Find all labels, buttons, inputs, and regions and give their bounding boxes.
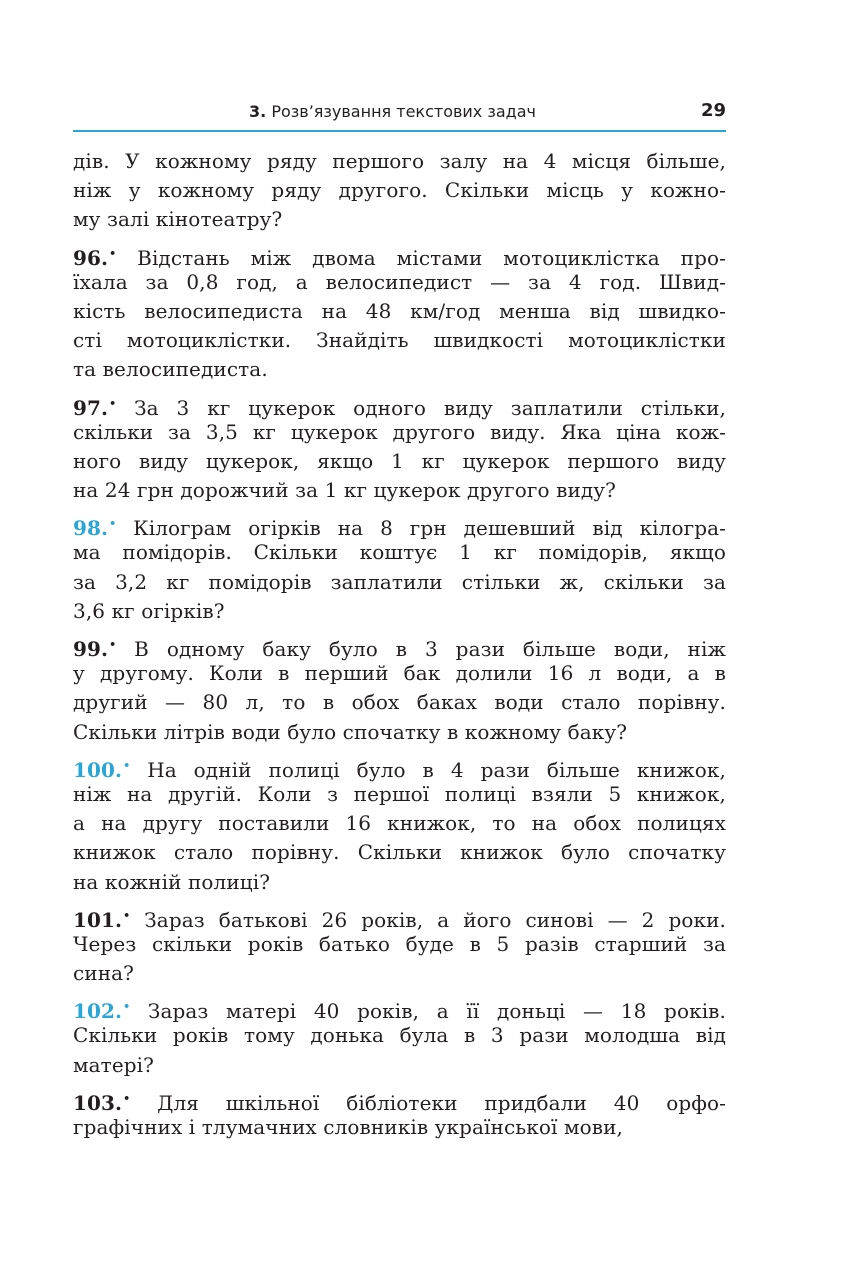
task-number — [73, 1091, 130, 1115]
difficulty-mark: • — [123, 1000, 131, 1014]
text-line — [73, 809, 726, 838]
task-96 — [73, 239, 726, 385]
text-line — [73, 992, 727, 1024]
text-line — [73, 205, 726, 234]
line-text: на 24 грн дорожчий за 1 кг цукерок другого виду? — [73, 478, 616, 503]
task-97 — [73, 389, 726, 506]
text-line — [73, 630, 726, 659]
difficulty-mark: • — [109, 517, 117, 531]
line-text: ніж на другій. Коли з першої полиці взяли 5 книжок, — [73, 781, 726, 806]
text-line — [73, 268, 726, 297]
line-text: та велосипедиста. — [73, 357, 268, 382]
text-line — [73, 568, 726, 597]
text-line — [73, 597, 726, 626]
chapter-title: Розв’язування текстових задач — [271, 102, 536, 121]
text-line — [73, 176, 726, 205]
difficulty-mark: • — [123, 1091, 131, 1105]
text-line — [73, 901, 726, 930]
text-line — [73, 418, 726, 447]
line-text: сина? — [73, 961, 135, 986]
line-text: Через скільки років батько буде в 5 разів старший за — [73, 931, 726, 956]
line-text: За 3 кг цукерок одного виду заплатили стільки, — [134, 395, 726, 420]
line-text: 3,6 кг огірків? — [73, 598, 225, 623]
task-number-text: 98. — [73, 516, 109, 541]
task-number — [73, 396, 116, 420]
task-number-text: 96. — [73, 245, 109, 270]
line-text: кість велосипедиста на 48 км/год менша від швидко- — [73, 298, 726, 323]
line-text: скільки за 3,5 кг цукерок другого виду. Яка ціна кож- — [73, 419, 726, 444]
text-line — [73, 838, 726, 867]
text-line — [73, 688, 726, 717]
line-text: матері? — [73, 1052, 155, 1077]
task-98 — [73, 509, 726, 626]
text-line — [73, 751, 726, 780]
text-line — [73, 447, 726, 476]
line-text: Для шкільної бібліотеки придбали 40 орфо- — [157, 1090, 726, 1115]
line-text: на кожній полиці? — [73, 869, 271, 894]
difficulty-mark: • — [109, 246, 117, 260]
difficulty-mark: • — [123, 908, 131, 922]
text-line — [73, 780, 726, 809]
text-line — [73, 147, 726, 176]
task-number — [73, 516, 116, 540]
task-number-text: 100. — [73, 757, 123, 782]
task-number-text: 103. — [73, 1090, 123, 1115]
line-text: сті мотоциклістки. Знайдіть швидкості мотоциклістки — [73, 328, 726, 353]
line-text: їхала за 0,8 год, а велосипедист — за 4 год. Швид- — [73, 269, 726, 294]
text-line — [73, 1113, 726, 1142]
line-text: ма помідорів. Скільки коштує 1 кг помідорів, якщо — [73, 540, 726, 565]
text-line — [73, 659, 726, 688]
line-text: книжок стало порівну. Скільки книжок було спочатку — [73, 840, 726, 865]
text-line — [73, 538, 726, 567]
line-text: В одному баку було в 3 рази більше води, ніж — [134, 637, 726, 661]
task-number — [73, 637, 116, 661]
line-text: за 3,2 кг помідорів заплатили стільки ж, скільки за — [73, 569, 726, 594]
task-number-text: 101. — [73, 907, 123, 932]
line-text: ного виду цукерок, якщо 1 кг цукерок першого виду — [73, 448, 726, 473]
running-header — [73, 100, 726, 132]
line-text: Зараз матері 40 років, а її доньці — 18 років. — [147, 999, 727, 1024]
task-number-text: 97. — [73, 395, 109, 420]
line-text: На одній полиці було в 4 рази більше книжок, — [147, 757, 726, 782]
text-line — [73, 1051, 726, 1080]
line-text: графічних і тлумачних словників української мови, — [73, 1115, 623, 1139]
chapter-number: 3. — [249, 102, 267, 121]
text-line — [73, 389, 726, 418]
line-text: Зараз батькові 26 років, а його синові — 2 роки. — [144, 907, 726, 932]
line-text: Кілограм огірків на 8 грн дешевший від кілогра- — [133, 516, 726, 541]
task-number — [73, 246, 116, 270]
line-text: му залі кінотеатру? — [73, 207, 283, 232]
text-line — [73, 297, 726, 326]
line-text: ніж у кожному ряду другого. Скільки місць у кожно- — [73, 178, 726, 203]
text-line — [73, 930, 726, 959]
difficulty-mark: • — [123, 758, 131, 772]
text-line — [73, 476, 726, 505]
page-body — [73, 147, 726, 1146]
line-text: Скільки років тому донька була в 3 рази молодша від — [73, 1023, 726, 1048]
line-text: другий — 80 л, то в обох баках води стало порівну. — [73, 690, 726, 715]
text-line — [73, 509, 726, 541]
page-number: 29 — [700, 100, 726, 121]
task-102 — [73, 992, 726, 1080]
text-line — [73, 1021, 726, 1050]
chapter-heading — [249, 102, 536, 121]
task-number-text: 99. — [73, 637, 109, 661]
text-line — [73, 326, 726, 355]
text-line — [73, 239, 726, 268]
line-text: у другому. Коли в перший бак долили 16 л води, а в — [73, 661, 726, 686]
line-text: дів. У кожному ряду першого залу на 4 місця більше, — [73, 149, 726, 173]
text-line — [73, 868, 726, 897]
text-line — [73, 1084, 726, 1113]
line-text: а на другу поставили 16 книжок, то на обох полицях — [73, 811, 726, 836]
task-103 — [73, 1084, 726, 1142]
task-number — [73, 908, 130, 932]
task-number-text: 102. — [73, 999, 123, 1024]
line-text: Скільки літрів води було спочатку в кожному баку? — [73, 719, 628, 744]
task-number — [73, 758, 130, 782]
text-line — [73, 959, 726, 988]
continuation-paragraph — [73, 147, 726, 235]
difficulty-mark: • — [109, 638, 117, 651]
task-number — [73, 999, 130, 1023]
difficulty-mark: • — [109, 396, 117, 410]
line-text: Відстань між двома містами мотоциклістка про- — [137, 245, 726, 270]
task-99 — [73, 630, 726, 747]
text-line — [73, 718, 726, 747]
text-line — [73, 355, 726, 384]
task-100 — [73, 751, 726, 897]
task-101 — [73, 901, 726, 989]
